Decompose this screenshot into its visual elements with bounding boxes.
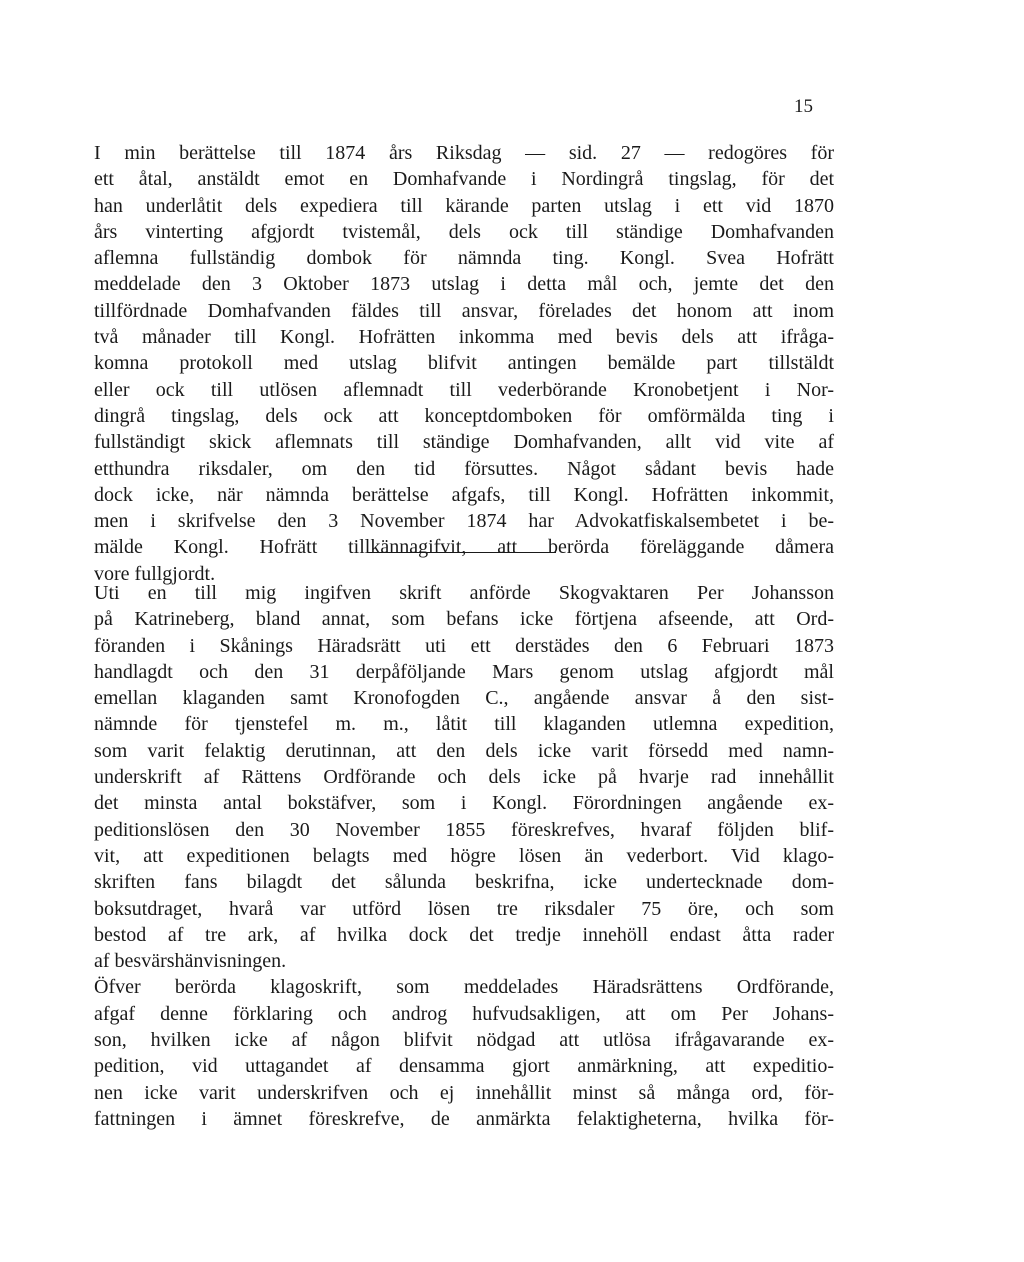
paragraph-section-2 [94, 580, 834, 1132]
text-line: på Katrineberg, bland annat, som befans icke förtjena afseende, att Ord- [94, 608, 834, 631]
page-number: 15 [794, 96, 813, 117]
text-line: års vinterting afgjordt tvistemål, dels ock till ständige Domhafvanden [94, 220, 834, 243]
text-line: två månader till Kongl. Hofrätten inkomma med bevis dels att ifråga- [94, 326, 834, 349]
text-line: pedition, vid uttagandet af densamma gjort anmärkning, att expeditio- [94, 1055, 834, 1078]
text-line: af besvärshänvisningen. [94, 950, 287, 973]
text-line: Uti en till mig ingifven skrift anförde Skogvaktaren Per Johansson [94, 582, 834, 604]
paragraph-section-1 [94, 140, 834, 587]
text-line: nämnde för tjenstefel m. m., låtit till klaganden utlemna expedition, [94, 713, 834, 736]
text-line: etthundra riksdaler, om den tid försuttes. Något sådant bevis hade [94, 457, 834, 480]
text-line: son, hvilken icke af någon blifvit nödgad att utlösa ifrågavarande ex- [94, 1029, 834, 1052]
text-line: underskrift af Rättens Ordförande och dels icke på hvarje rad innehållit [94, 766, 834, 789]
text-line: nen icke varit underskrifven och ej innehållit minst så många ord, för- [94, 1081, 834, 1104]
text-line: dingrå tingslag, dels ock att konceptdomboken för omförmälda ting i [94, 404, 834, 427]
text-line: handlagdt och den 31 derpåföljande Mars genom utslag afgjordt mål [94, 660, 834, 683]
text-line: I min berättelse till 1874 års Riksdag — sid. 27 — redogöres för [94, 142, 834, 164]
text-line: fullständigt skick aflemnats till ständige Domhafvanden, allt vid vite af [94, 431, 834, 454]
text-line: emellan klaganden samt Kronofogden C., angående ansvar å den sist- [94, 687, 834, 710]
text-line: mälde Kongl. Hofrätt tillkännagifvit, att berörda föreläggande dåmera [94, 536, 834, 559]
text-line: boksutdraget, hvarå var utförd lösen tre riksdaler 75 öre, och som [94, 897, 834, 920]
text-line: vore fullgjordt. [94, 562, 216, 585]
text-line: aflemna fullständig dombok för nämnda ting. Kongl. Svea Hofrätt [94, 247, 834, 270]
section-divider [368, 552, 556, 553]
text-line: men i skrifvelse den 3 November 1874 har Advokatfiskalsembetet i be- [94, 510, 834, 533]
text-line: meddelade den 3 Oktober 1873 utslag i detta mål och, jemte det den [94, 273, 834, 296]
text-line: vit, att expeditionen belagts med högre lösen än vederbort. Vid klago- [94, 844, 834, 867]
text-line: afgaf denne förklaring och androg hufvudsakligen, att om Per Johans- [94, 1002, 834, 1025]
text-line: eller ock till utlösen aflemnadt till vederbörande Kronobetjent i Nor- [94, 378, 834, 401]
text-line: skriften fans bilagdt det sålunda beskrifna, icke undertecknade dom- [94, 871, 834, 894]
text-line: fattningen i ämnet föreskrefve, de anmärkta felaktigheterna, hvilka för- [94, 1107, 834, 1130]
text-line: bestod af tre ark, af hvilka dock det tredje innehöll endast åtta rader [94, 923, 834, 946]
text-line: tillfördnade Domhafvanden fäldes till ansvar, förelades det honom att inom [94, 299, 834, 322]
text-line: föranden i Skånings Häradsrätt uti ett derstädes den 6 Februari 1873 [94, 634, 834, 657]
text-line: som varit felaktig derutinnan, att den dels icke varit försedd med namn- [94, 739, 834, 762]
text-line: ett åtal, anstäldt emot en Domhafvande i Nordingrå tingslag, för det [94, 168, 834, 191]
text-line: dock icke, när nämnda berättelse afgafs, till Kongl. Hofrätten inkommit, [94, 483, 834, 506]
text-line: Öfver berörda klagoskrift, som meddelades Häradsrättens Ordförande, [94, 976, 834, 999]
text-line: det minsta antal bokstäfver, som i Kongl. Förordningen angående ex- [94, 792, 834, 815]
text-line: peditionslösen den 30 November 1855 föreskrefves, hvaraf följden blif- [94, 818, 834, 841]
text-line: han underlåtit dels expediera till kärande parten utslag i ett vid 1870 [94, 194, 834, 217]
text-line: komna protokoll med utslag blifvit antingen bemälde part tillstäldt [94, 352, 834, 375]
